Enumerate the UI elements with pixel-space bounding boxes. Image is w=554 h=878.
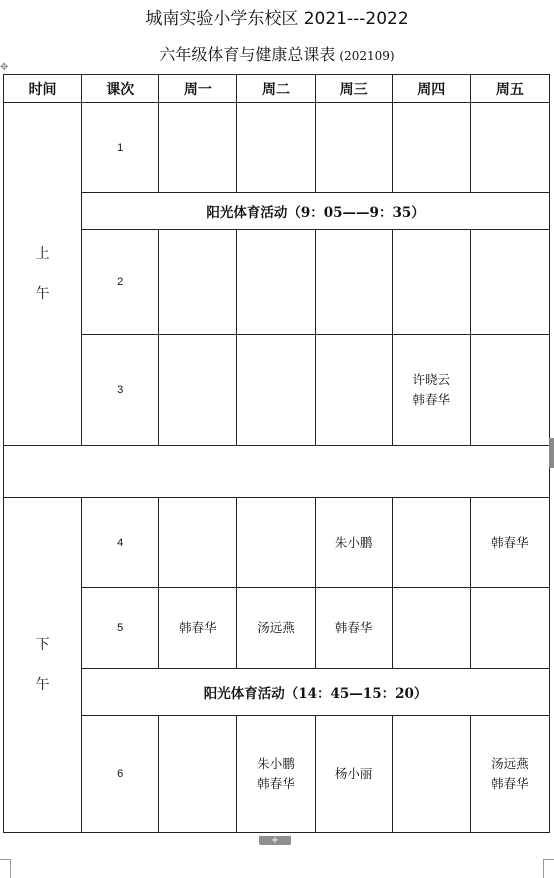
table-row [4,498,550,588]
morning-label: 上 午 [4,103,82,446]
schedule-cell[interactable] [470,103,549,193]
teacher-name: 韩春华 [257,776,295,791]
schedule-cell[interactable] [315,230,392,335]
table-row [4,716,550,833]
period-number: 5 [82,588,159,669]
schedule-cell[interactable] [315,103,392,193]
period-number: 6 [82,716,159,833]
schedule-cell[interactable] [392,103,470,193]
header-row [4,75,550,103]
schedule-cell[interactable] [392,716,470,833]
schedule-cell[interactable] [159,230,237,335]
table-row [4,588,550,669]
header-wednesday: 周三 [315,75,392,103]
teacher-name: 朱小鹏 [257,756,295,771]
period-number: 1 [82,103,159,193]
teacher-name: 韩春华 [412,392,451,407]
schedule-cell[interactable] [159,498,237,588]
teacher-name: 韩春华 [491,776,529,791]
period-number: 3 [82,335,159,446]
header-time: 时间 [4,75,82,103]
table-move-handle-icon[interactable]: ✥ [0,62,9,73]
schedule-cell[interactable] [237,335,315,446]
schedule-cell[interactable] [237,588,315,669]
document-subtitle [0,42,554,65]
header-monday: 周一 [159,75,237,103]
schedule-cell[interactable] [470,716,549,833]
break-cell [4,446,550,498]
schedule-cell[interactable] [470,335,549,446]
page-corner-mark [543,859,554,878]
schedule-cell[interactable] [392,230,470,335]
schedule-cell[interactable] [315,335,392,446]
header-period: 课次 [82,75,159,103]
activity-band-morning: 阳光体育活动（9：05——9：35） [82,193,550,230]
teacher-name: 许晓云 [412,372,451,387]
activity-band-afternoon: 阳光体育活动（14：45—15：20） [82,669,550,716]
subtitle-text: 六年级体育与健康总课表 [159,45,336,64]
afternoon-label: 下 午 [4,498,82,833]
schedule-cell[interactable] [159,588,237,669]
header-thursday: 周四 [392,75,470,103]
teacher-name: 汤远燕 [491,756,529,771]
schedule-table [3,74,550,833]
schedule-cell[interactable] [237,230,315,335]
teacher-name: 朱小鹏 [334,534,373,550]
table-row [4,230,550,335]
schedule-cell[interactable] [237,498,315,588]
schedule-cell[interactable] [470,230,549,335]
schedule-cell[interactable] [470,588,549,669]
schedule-cell[interactable] [392,335,470,446]
table-row [4,103,550,193]
schedule-cell[interactable] [315,588,392,669]
activity-band-row [4,669,550,716]
page-corner-mark [0,859,11,878]
break-row [4,446,550,498]
schedule-cell[interactable] [315,498,392,588]
table-row [4,335,550,446]
teacher-name: 汤远燕 [257,620,295,635]
table-resize-handle[interactable] [549,438,554,468]
schedule-cell[interactable] [237,716,315,833]
schedule-cell[interactable] [392,588,470,669]
header-friday: 周五 [470,75,549,103]
schedule-cell[interactable] [159,103,237,193]
schedule-cell[interactable] [159,716,237,833]
add-row-button[interactable]: + [259,836,291,845]
schedule-cell[interactable] [392,498,470,588]
activity-band-row [4,193,550,230]
schedule-cell[interactable] [315,716,392,833]
teacher-name: 韩春华 [179,620,217,635]
schedule-cell[interactable] [159,335,237,446]
document-title: 城南实验小学东校区 2021---2022 [145,9,409,29]
teacher-name: 韩春华 [334,620,373,635]
teacher-name: 韩春华 [491,534,529,550]
schedule-cell[interactable] [237,103,315,193]
subtitle-code: (202109) [339,49,395,63]
period-number: 4 [82,498,159,588]
period-number: 2 [82,230,159,335]
header-tuesday: 周二 [237,75,315,103]
schedule-cell[interactable] [470,498,549,588]
teacher-name: 杨小丽 [334,766,373,781]
